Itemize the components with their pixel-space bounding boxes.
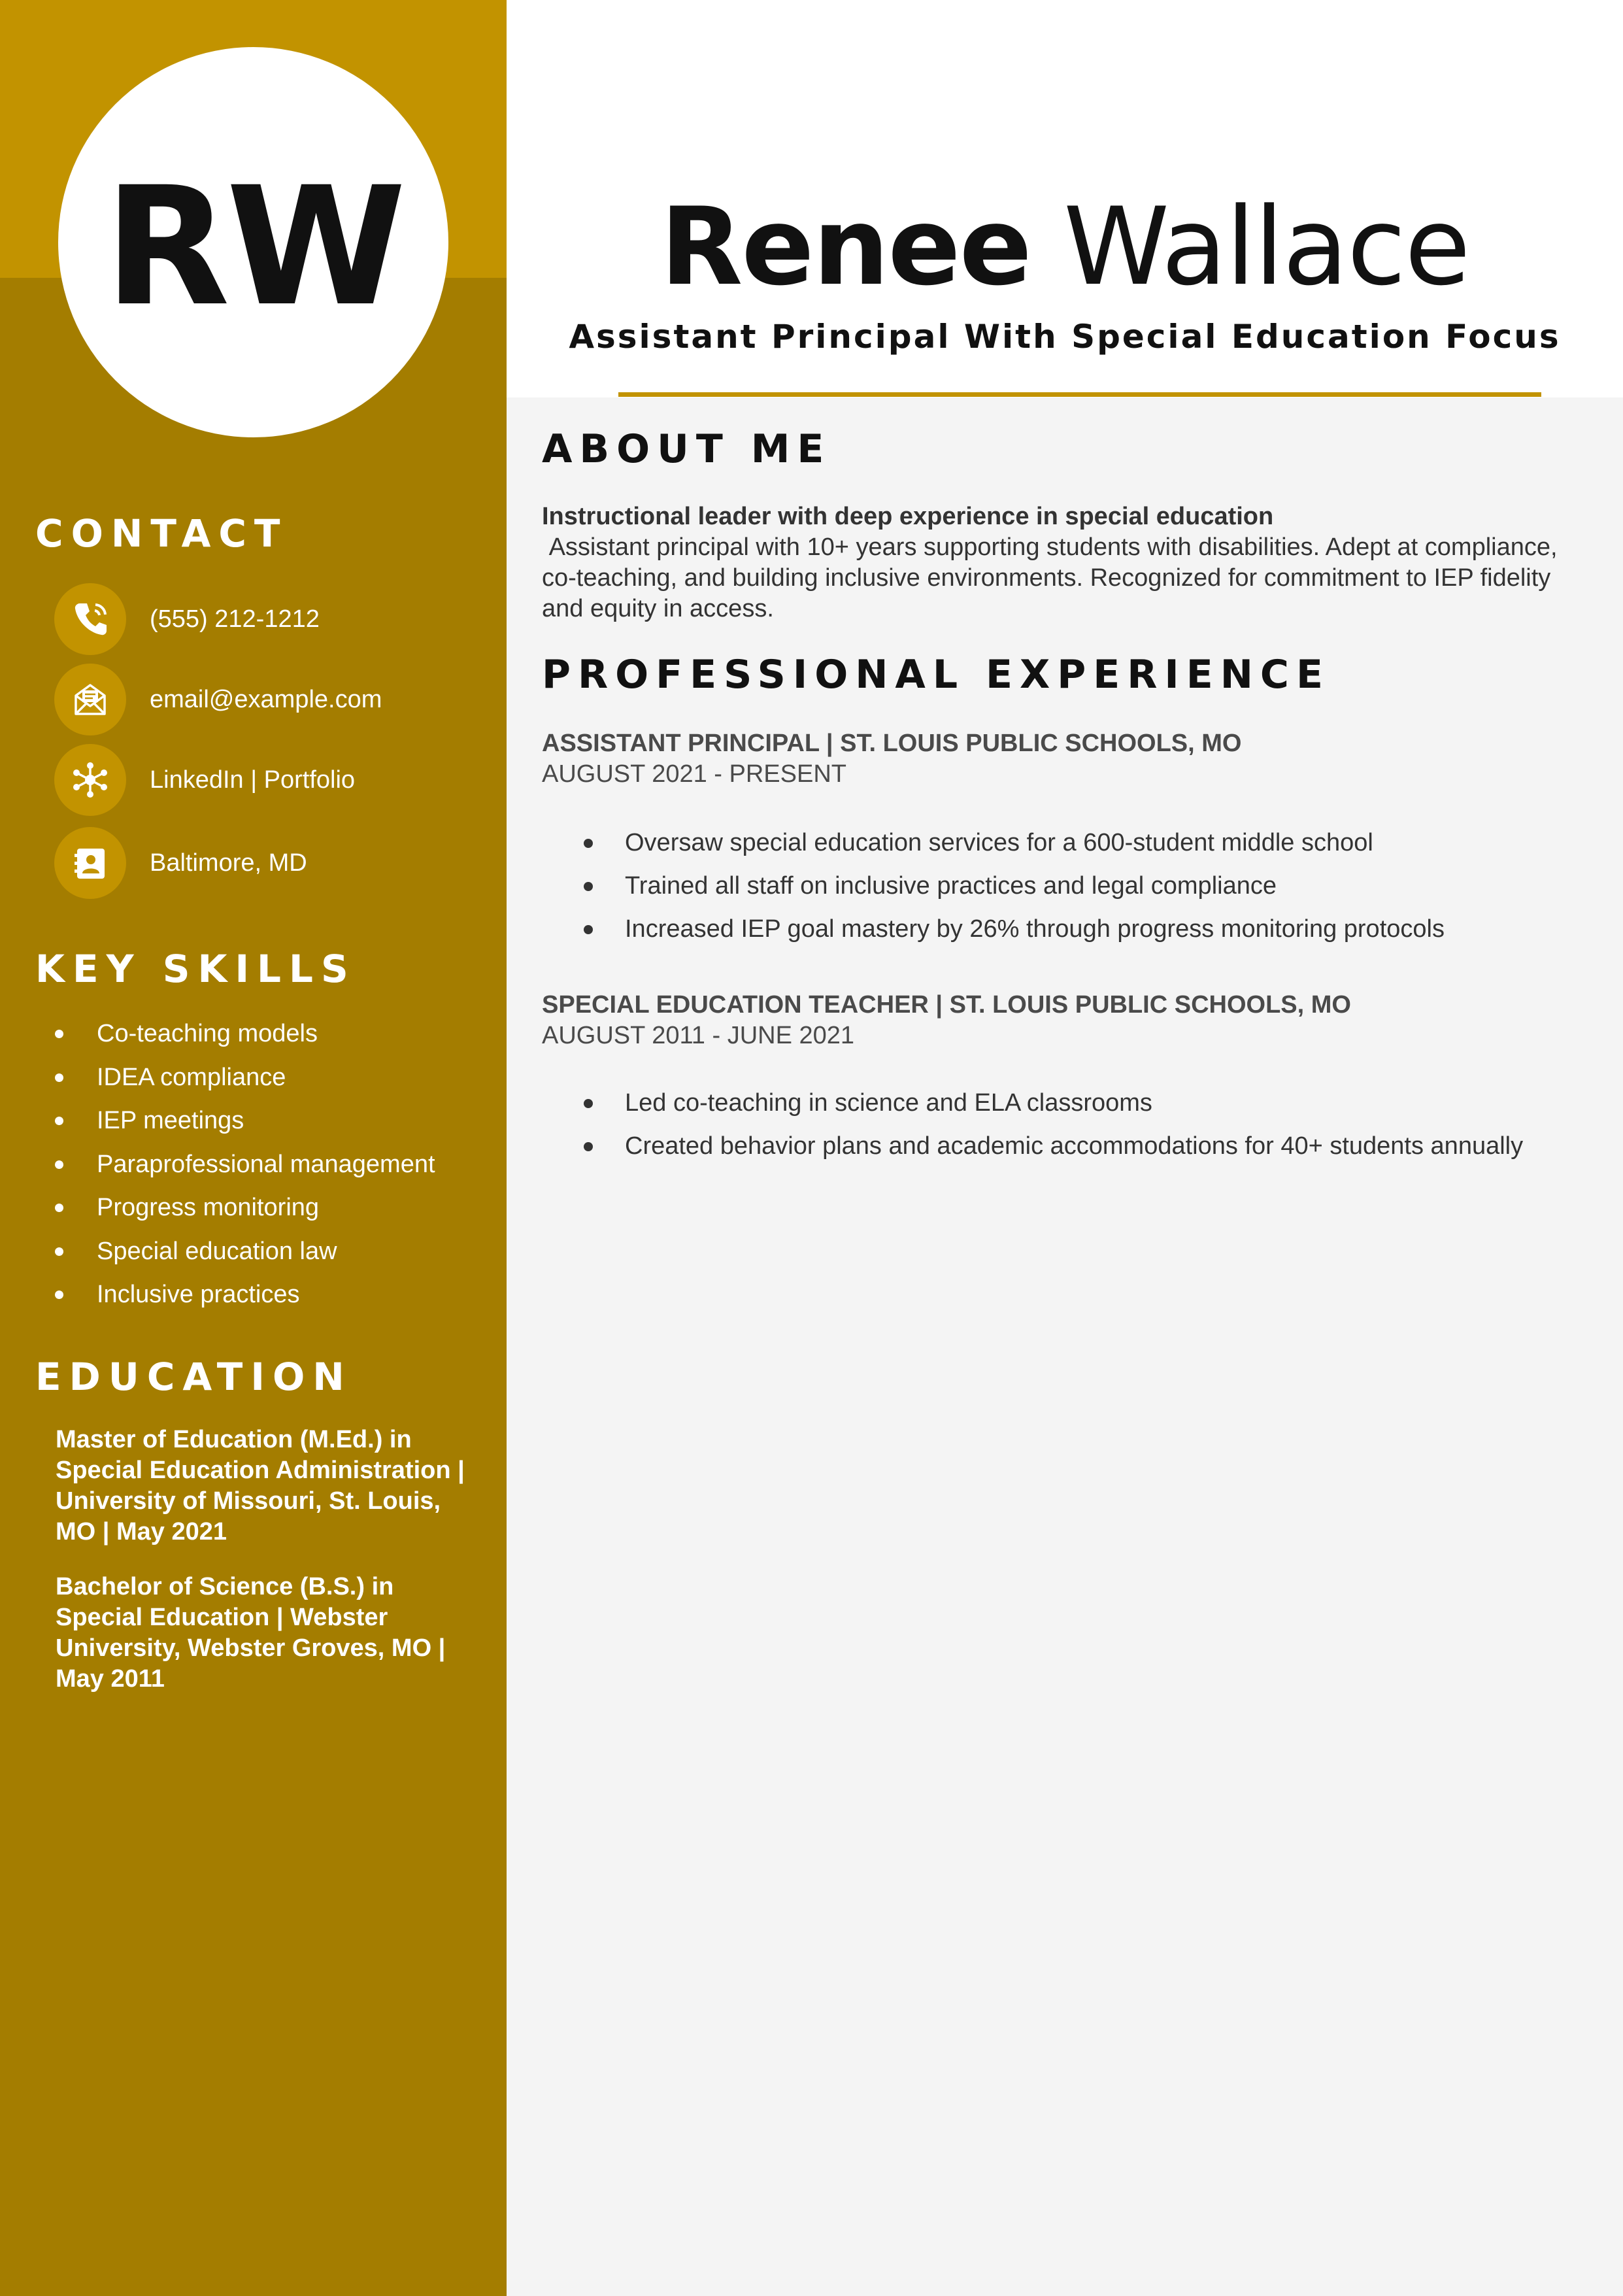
location-text: Baltimore, MD <box>150 849 307 877</box>
address-book-icon <box>54 827 126 899</box>
job-title-1: ASSISTANT PRINCIPAL | ST. LOUIS PUBLIC SCHOOLS, MO <box>542 730 1242 757</box>
bullet-dot <box>55 1247 63 1256</box>
first-name: Renee <box>660 184 1031 309</box>
key-skills-heading: KEY SKILLS <box>35 947 356 991</box>
skill-item: Inclusive practices <box>35 1273 435 1317</box>
experience-bullet: Created behavior plans and academic accommodations for 40+ students annually <box>542 1124 1523 1168</box>
bullet-dot <box>55 1030 63 1038</box>
bullet-dot <box>584 925 593 934</box>
job-2-bullets <box>542 1081 1523 1168</box>
about-lead: Instructional leader with deep experience in special education <box>542 503 1274 530</box>
key-skills-list <box>35 1012 435 1317</box>
contact-email[interactable] <box>54 664 382 735</box>
job-dates-2: AUGUST 2011 - JUNE 2021 <box>542 1022 855 1049</box>
experience-bullet: Trained all staff on inclusive practices and legal compliance <box>542 864 1445 907</box>
skill-item: IEP meetings <box>35 1099 435 1143</box>
job-title-2: SPECIAL EDUCATION TEACHER | ST. LOUIS PUBLIC SCHOOLS, MO <box>542 991 1351 1019</box>
bullet-dot <box>55 1117 63 1125</box>
contact-location <box>54 828 307 898</box>
job-dates-1: AUGUST 2021 - PRESENT <box>542 760 847 788</box>
experience-heading: PROFESSIONAL EXPERIENCE <box>542 652 1330 698</box>
experience-bullet: Oversaw special education services for a 600-student middle school <box>542 821 1445 864</box>
education-heading: EDUCATION <box>35 1355 352 1399</box>
skill-item: Co-teaching models <box>35 1012 435 1056</box>
job-title-headline: Assistant Principal With Special Education Focus <box>569 318 1561 356</box>
candidate-name <box>507 182 1623 312</box>
contact-heading: CONTACT <box>35 511 288 556</box>
bullet-dot <box>584 1142 593 1151</box>
about-heading: ABOUT ME <box>542 426 831 472</box>
monogram-badge <box>58 47 448 437</box>
bullet-dot <box>55 1073 63 1082</box>
education-entry-bachelors: Bachelor of Science (B.S.) in Special Education | Webster University, Webster Groves, MO | May 2011 <box>56 1573 446 1693</box>
job-1-bullets <box>542 821 1445 951</box>
bullet-dot <box>55 1160 63 1169</box>
email-icon <box>54 664 126 735</box>
network-icon <box>54 744 126 816</box>
bullet-dot <box>584 1099 593 1108</box>
bullet-dot <box>584 882 593 891</box>
links-text: LinkedIn | Portfolio <box>150 766 356 794</box>
skill-item: Special education law <box>35 1230 435 1274</box>
experience-bullet: Increased IEP goal mastery by 26% through progress monitoring protocols <box>542 907 1445 951</box>
skill-item: IDEA compliance <box>35 1056 435 1100</box>
monogram-initials: RW <box>104 152 403 342</box>
experience-bullet: Led co-teaching in science and ELA classrooms <box>542 1081 1523 1124</box>
bullet-dot <box>55 1291 63 1299</box>
bullet-dot <box>55 1204 63 1212</box>
bullet-dot <box>584 839 593 848</box>
skill-item: Paraprofessional management <box>35 1143 435 1187</box>
email-text: email@example.com <box>150 685 382 713</box>
about-summary: Assistant principal with 10+ years supporting students with disabilities. Adept at compliance, co-teaching, and building inclusive environments. Recognized for commitment to IEP fidelity and equity in access. <box>542 533 1565 622</box>
skill-item: Progress monitoring <box>35 1186 435 1230</box>
phone-text: (555) 212-1212 <box>150 605 320 633</box>
contact-phone <box>54 584 320 654</box>
contact-links[interactable] <box>54 745 355 815</box>
phone-icon <box>54 583 126 655</box>
education-entry-masters: Master of Education (M.Ed.) in Special Education Administration | University of Missouri, St. Louis, MO | May 2021 <box>56 1426 465 1545</box>
header-divider <box>618 392 1541 397</box>
last-name: Wallace <box>1063 184 1469 309</box>
